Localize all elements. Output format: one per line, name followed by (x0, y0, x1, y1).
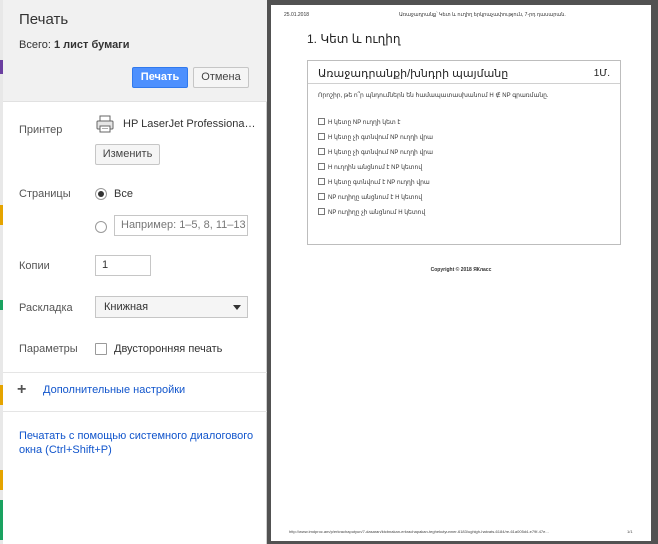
option-checkbox (318, 118, 325, 125)
print-button[interactable]: Печать (132, 67, 188, 88)
task-box-rule (308, 83, 620, 84)
copyright: Copyright © 2018 ЯКласс (430, 267, 492, 273)
answer-option-text: H կետը չի գտնվում NP ուղղի վրա (328, 150, 433, 156)
duplex-label: Двусторонняя печать (114, 343, 223, 355)
duplex-checkbox[interactable] (95, 343, 107, 355)
option-checkbox (318, 148, 325, 155)
printer-icon (95, 114, 115, 134)
pages-custom-input[interactable]: Например: 1–5, 8, 11–13 (114, 215, 248, 236)
preview-page (271, 5, 651, 541)
page-footer-number: 1/1 (627, 529, 633, 534)
chevron-down-icon (233, 305, 241, 310)
total-value: 1 лист бумаги (53, 39, 130, 51)
answer-option (318, 148, 433, 157)
option-checkbox (318, 133, 325, 140)
option-checkbox (318, 178, 325, 185)
change-printer-button[interactable]: Изменить (95, 144, 160, 165)
answer-option-text: H կետը չի գտնվում NP ուղղի վրա (328, 135, 433, 141)
divider (3, 372, 267, 373)
pages-all-label: Все (114, 188, 133, 200)
task-id: 1Մ. (593, 68, 610, 79)
answer-option (318, 193, 422, 202)
printer-label: Принтер (19, 124, 63, 136)
page-header-date: 25.01.2018 (284, 12, 310, 18)
pages-all-radio[interactable] (95, 188, 107, 200)
answer-option (318, 178, 430, 187)
option-checkbox (318, 193, 325, 200)
print-preview (267, 0, 658, 544)
divider (3, 411, 267, 412)
answer-option (318, 118, 401, 127)
plus-icon: + (17, 381, 27, 398)
task-box (307, 60, 621, 245)
answer-option-text: NP ուղիղը անցնում է H կետով (328, 195, 423, 201)
options-label: Параметры (19, 343, 78, 355)
pages-custom-radio[interactable] (95, 221, 107, 233)
panel-header (3, 0, 267, 102)
page-footer-url: http://www.imdproc.am/p/erkrachaputyun/7-dasaran/ktcbnakan-erkrachapakan-teghekutyunner-6183/ughigh-hatvats-6184/re-61a005d4-e79f-47e... (289, 529, 549, 534)
copies-label: Копии (19, 260, 50, 272)
system-dialog-link-line-1[interactable]: Печатать с помощью системного диалогового (19, 430, 254, 442)
cancel-button[interactable]: Отмена (193, 67, 249, 88)
printer-name: HP LaserJet Professiona… (123, 118, 256, 130)
question-text: Որոշիր, թե ո՞ր պնդումներն են համապատասխանում H ∉ NP գրառմանը. (318, 93, 549, 99)
settings-panel (3, 0, 267, 544)
layout-label: Раскладка (19, 302, 73, 314)
layout-select[interactable] (95, 296, 248, 318)
sheet-total (19, 39, 130, 51)
document-heading: 1. Կետ և ուղիղ (307, 32, 401, 46)
layout-select-value: Книжная (104, 301, 149, 313)
answer-option-text: H կետը գտնվում է NP ուղղի վրա (328, 180, 430, 186)
total-prefix: Всего: (19, 39, 51, 51)
option-checkbox (318, 163, 325, 170)
copies-input[interactable]: 1 (95, 255, 151, 276)
answer-option-text: H ուղղին անցնում է NP կետով (328, 165, 423, 171)
answer-option-text: H կետը NP ուղղի կետ է (328, 120, 401, 126)
answer-option (318, 133, 433, 142)
pages-label: Страницы (19, 188, 71, 200)
system-dialog-link-line-2[interactable]: окна (Ctrl+Shift+P) (19, 444, 112, 456)
option-checkbox (318, 208, 325, 215)
answer-option (318, 163, 422, 172)
page-header-title: Առաջադրանք՝ Կետ և ուղիղ երկրաչափություն, 7-րդ դասարան. (399, 12, 566, 18)
answer-option (318, 208, 425, 217)
answer-option-text: NP ուղիղը չի անցնում H կետով (328, 210, 426, 216)
dialog-title: Печать (19, 11, 69, 28)
more-settings-link[interactable]: Дополнительные настройки (43, 384, 186, 396)
task-box-title: Առաջադրանքի/խնդրի պայմանը (318, 68, 509, 80)
